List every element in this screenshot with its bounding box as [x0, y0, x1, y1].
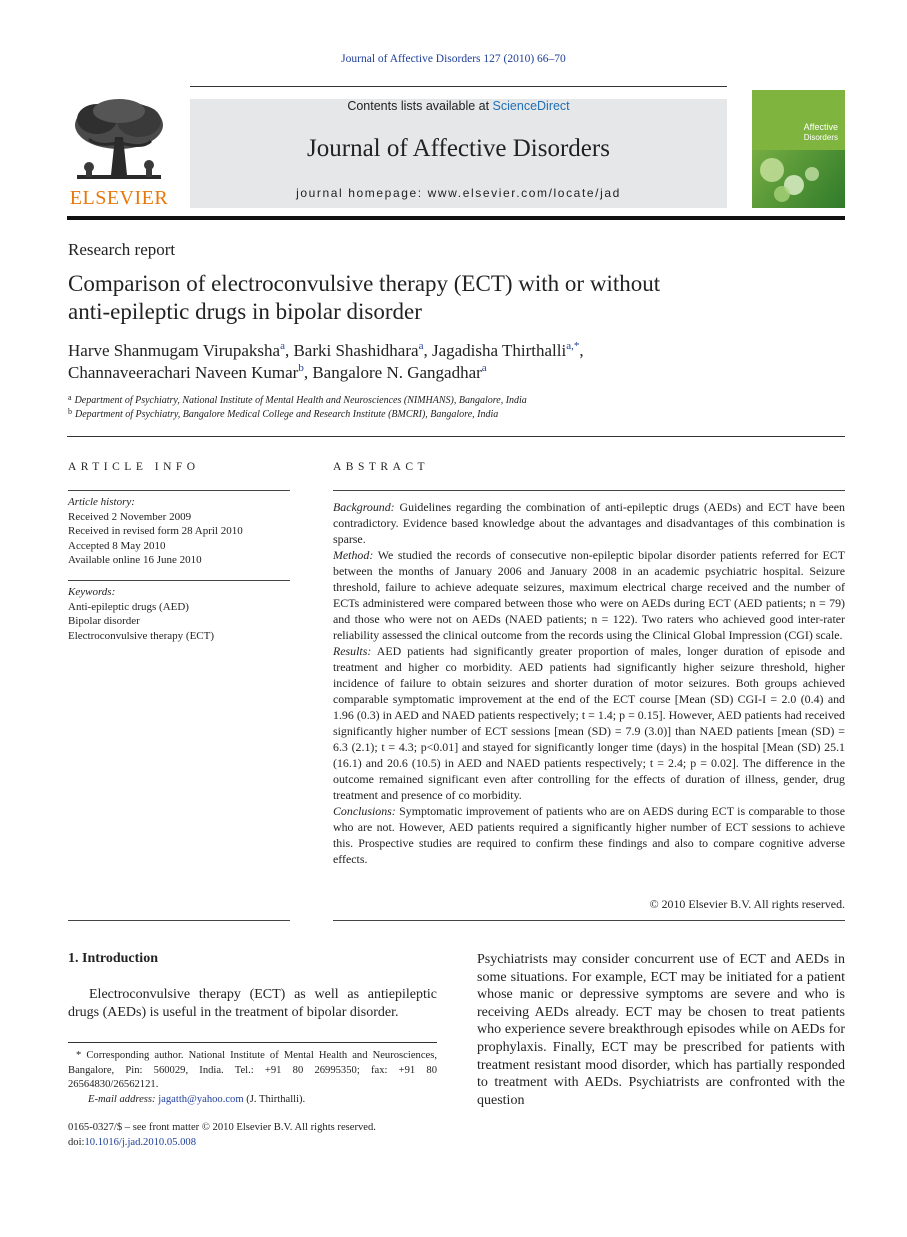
corresponding-author-footnote: [68, 1049, 437, 1108]
keywords: [68, 585, 290, 643]
journal-citation-link[interactable]: Journal of Affective Disorders 127 (2010) 66–70: [341, 53, 566, 65]
author-affiliation-marker[interactable]: a: [481, 362, 487, 374]
abstract-copyright: © 2010 Elsevier B.V. All rights reserved.: [649, 897, 845, 911]
keyword-item: Bipolar disorder: [68, 615, 140, 628]
journal-cover-icon: [752, 90, 845, 208]
article-type: Research report: [68, 240, 176, 259]
header-thick-rule: [67, 216, 845, 220]
author-separator: ,: [284, 341, 294, 360]
footnote-email-line: [68, 1093, 437, 1108]
sciencedirect-link[interactable]: ScienceDirect: [492, 99, 570, 113]
affiliation-text: Department of Psychiatry, National Institute of Mental Health and Neurosciences (NIMHANS), Bangalore, India: [74, 395, 527, 406]
abstract-method: [333, 547, 845, 643]
abstract-body: [333, 499, 845, 867]
email-link[interactable]: jagatth@yahoo.com: [158, 1094, 244, 1106]
history-label: Article history:: [68, 496, 135, 508]
abstract-label: Results:: [333, 644, 372, 658]
article-title-line-1: Comparison of electroconvulsive therapy (ECT) with or without: [68, 271, 661, 296]
affiliation-b: [68, 407, 498, 420]
info-rule: [68, 920, 290, 921]
authors-line-1: [68, 340, 584, 361]
doi-line: [68, 1136, 376, 1151]
author-separator: ,: [303, 363, 313, 382]
affiliation-a: [68, 393, 527, 406]
abstract-label: Background:: [333, 500, 395, 514]
cover-title: Affective: [803, 122, 838, 132]
email-suffix: (J. Thirthalli).: [243, 1094, 306, 1106]
journal-title: Journal of Affective Disorders: [307, 135, 610, 162]
info-rule: [68, 490, 290, 491]
author-separator: ,: [423, 341, 432, 360]
author-name[interactable]: Channaveerachari Naveen Kumar: [68, 363, 299, 382]
issn-block: [68, 1121, 376, 1150]
article-info-heading: ARTICLE INFO: [68, 461, 200, 473]
contents-prefix: Contents lists available at: [347, 99, 493, 113]
history-item: Received 2 November 2009: [68, 510, 192, 523]
journal-homepage[interactable]: journal homepage: www.elsevier.com/locate/jad: [296, 186, 621, 200]
email-label: E-mail address:: [88, 1094, 156, 1106]
abstract-conclusions: [333, 803, 845, 867]
authors-line-2: [68, 362, 487, 383]
footnote-rule: [68, 1042, 437, 1043]
abstract-rule: [333, 490, 845, 491]
article-title: [68, 270, 808, 326]
header-top-rule: [190, 86, 727, 87]
article-history: [68, 495, 290, 568]
affiliation-label: b: [68, 407, 72, 416]
keyword-item: Anti-epileptic drugs (AED): [68, 600, 189, 613]
author-affiliation-marker[interactable]: b: [298, 362, 304, 374]
introduction-left-paragraph: Electroconvulsive therapy (ECT) as well as antiepileptic drugs (AEDs) is useful in the treatment of bipolar disorder.: [68, 987, 437, 1020]
abstract-text: We studied the records of consecutive non-epileptic bipolar disorder patients referred for ECT between the months of January 2006 and January 2008 in an academic psychiatric hospital. Seizure threshold, failure to achieve adequate seizures, maximum electrical charge received and the number of ECTs administered were compared between those who were on AEDs during ECT (AED patients; n = 79) and those who were not on AEDs (NAED patients; n = 122). Two raters who achieved good inter-rater reliability assessed the clinical outcome from the records using the Clinical Global Impression (CGI) scale.: [333, 548, 845, 642]
history-item: Accepted 8 May 2010: [68, 539, 166, 552]
author-affiliation-marker[interactable]: a,*: [566, 340, 580, 352]
doi-prefix: doi:: [68, 1136, 85, 1148]
svg-text:Disorders: Disorders: [803, 133, 838, 142]
abstract-rule: [333, 920, 845, 921]
history-item: Available online 16 June 2010: [68, 554, 202, 567]
affiliation-label: a: [68, 393, 72, 402]
abstract-results: [333, 643, 845, 803]
section-divider: [67, 436, 845, 437]
author-name[interactable]: Bangalore N. Gangadhar: [312, 363, 482, 382]
footnote-text: * Corresponding author. National Institute of Mental Health and Neurosciences, Bangalore, Pin: 560029, India. Tel.: +91 80 26995350; fax: +91 80 26564830/26562121.: [68, 1050, 437, 1091]
introduction-right-paragraph: Psychiatrists may consider concurrent use of ECT and AEDs in some situations. For example, ECT may be initiated for a patient whose manic or depressive symptoms are severe and who is receiving AEDs already. ECT may be chosen to treat patients who experience severe breakthrough episodes while on AEDs for prophylaxis. Finally, ECT may be prescribed for patients with treatment resistant mood disorder, which has partially responded to treatment with AEDs. Psychiatrists are confronted with the question: [477, 952, 845, 1108]
elsevier-wordmark: ELSEVIER: [69, 187, 169, 209]
history-item: Received in revised form 28 April 2010: [68, 525, 243, 538]
journal-cover-image[interactable]: [752, 90, 845, 208]
author-affiliation-marker[interactable]: a: [418, 340, 424, 352]
abstract-heading: ABSTRACT: [333, 461, 430, 473]
abstract-text: Guidelines regarding the combination of anti-epileptic drugs (AEDs) and ECT have been contradictory. Evidence based knowledge about the advantages and disadvantages of this combination is sparse.: [333, 500, 845, 546]
author-name[interactable]: Barki Shashidhara: [293, 341, 419, 360]
affiliation-text: Department of Psychiatry, Bangalore Medical College and Research Institute (BMCRI), Bangalore, India: [75, 409, 499, 420]
abstract-label: Method:: [333, 548, 374, 562]
author-name[interactable]: Harve Shanmugam Virupaksha: [68, 341, 281, 360]
abstract-text: AED patients had significantly greater proportion of males, longer duration of episode and treatment and higher co morbidity. AED patients had significantly higher seizure threshold, higher incidence of failure to obtain seizures and shorter duration of motor seizures. Both groups achieved comparable symptomatic improvement at the end of the ECT course [Mean (SD) CGI-I = 2.0 (0.4) and 1.96 (0.3) in AED and NAED patients respectively; t = 1.4; p = 0.15]. However, AED patients had received significantly higher number of ECT sessions [mean (SD) = 7.9 (3.0)] than NAED patients [mean (SD) = 6.3 (2.1); t = 4.3; p<0.01] and stayed for significantly longer time (days) in the hospital [Mean (SD) 25.1 (16.1) and 20.6 (10.5) in AED and NAED patients respectively; t = 2.4; p = 0.02]. The difference in the outcome remained significant even after controlling for the effects of duration of illness, gender, drug treatment and presence of co morbidity.: [333, 644, 845, 802]
author-name[interactable]: Jagadisha Thirthalli: [431, 341, 567, 360]
info-rule: [68, 580, 290, 581]
author-separator: ,: [579, 341, 584, 360]
abstract-label: Conclusions:: [333, 804, 396, 818]
abstract-text: Symptomatic improvement of patients who are on AEDS during ECT is comparable to those who are not. However, AED patients required a significantly higher number of ECT sessions to achieve this. Prospective studies are required to confirm these findings and also to compare cognitive adverse effects.: [333, 804, 845, 866]
keywords-label: Keywords:: [68, 586, 116, 598]
elsevier-tree-icon: [67, 97, 171, 185]
abstract-background: [333, 499, 845, 547]
introduction-heading: 1. Introduction: [68, 951, 158, 966]
article-title-line-2: anti-epileptic drugs in bipolar disorder: [68, 299, 422, 324]
issn-line: 0165-0327/$ – see front matter © 2010 Elsevier B.V. All rights reserved.: [68, 1122, 376, 1133]
author-affiliation-marker[interactable]: a: [280, 340, 285, 352]
keyword-item: Electroconvulsive therapy (ECT): [68, 629, 215, 642]
contents-available-line: [190, 99, 727, 113]
doi-link[interactable]: 10.1016/j.jad.2010.05.008: [84, 1136, 197, 1148]
elsevier-logo[interactable]: [67, 97, 171, 209]
